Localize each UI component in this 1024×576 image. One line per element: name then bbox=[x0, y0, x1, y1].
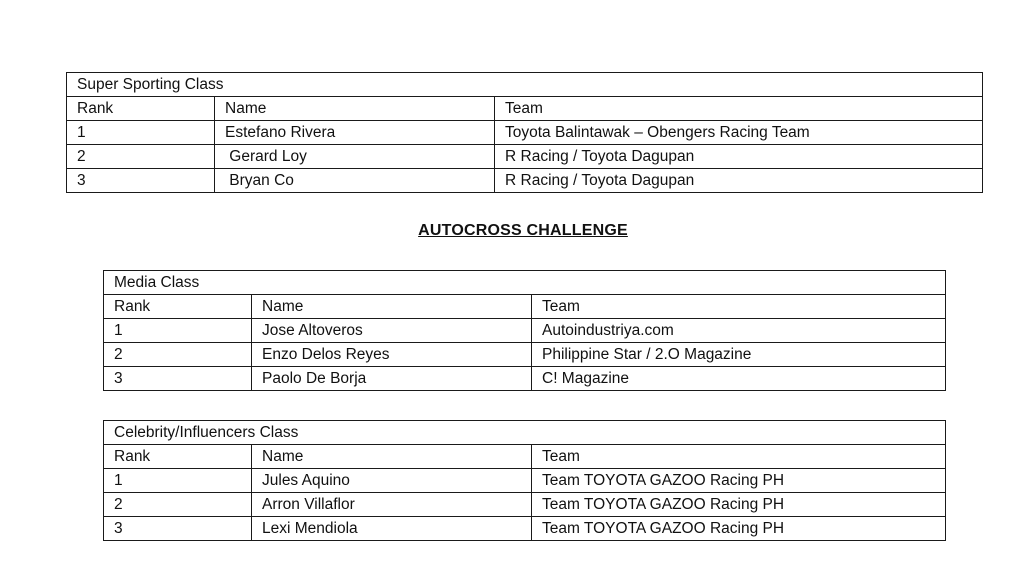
name-cell: Paolo De Borja bbox=[252, 367, 532, 391]
table-header-row bbox=[104, 445, 946, 469]
name-cell: Jules Aquino bbox=[252, 469, 532, 493]
table-title-row bbox=[104, 421, 946, 445]
team-cell: Philippine Star / 2.O Magazine bbox=[532, 343, 946, 367]
column-header-team: Team bbox=[532, 295, 946, 319]
rank-cell: 2 bbox=[67, 145, 215, 169]
team-cell: Team TOYOTA GAZOO Racing PH bbox=[532, 517, 946, 541]
column-header-name: Name bbox=[252, 295, 532, 319]
rank-cell: 3 bbox=[104, 517, 252, 541]
table-row bbox=[104, 343, 946, 367]
team-cell: C! Magazine bbox=[532, 367, 946, 391]
table-title: Media Class bbox=[104, 271, 946, 295]
column-header-name: Name bbox=[215, 97, 495, 121]
table-title-row bbox=[104, 271, 946, 295]
rank-cell: 3 bbox=[104, 367, 252, 391]
team-cell: Toyota Balintawak – Obengers Racing Team bbox=[495, 121, 983, 145]
rank-cell: 2 bbox=[104, 343, 252, 367]
rank-cell: 1 bbox=[104, 469, 252, 493]
table-title-row bbox=[67, 73, 983, 97]
column-header-rank: Rank bbox=[104, 295, 252, 319]
section-heading: AUTOCROSS CHALLENGE bbox=[418, 222, 628, 239]
team-cell: Autoindustriya.com bbox=[532, 319, 946, 343]
table-title: Celebrity/Influencers Class bbox=[104, 421, 946, 445]
rank-cell: 3 bbox=[67, 169, 215, 193]
table-row bbox=[104, 319, 946, 343]
table-title: Super Sporting Class bbox=[67, 73, 983, 97]
table-row bbox=[104, 493, 946, 517]
column-header-team: Team bbox=[532, 445, 946, 469]
table-row bbox=[104, 367, 946, 391]
table-row bbox=[67, 121, 983, 145]
celebrity-influencers-class-table bbox=[103, 420, 946, 541]
column-header-rank: Rank bbox=[104, 445, 252, 469]
table-row bbox=[67, 169, 983, 193]
name-cell: Jose Altoveros bbox=[252, 319, 532, 343]
team-cell: Team TOYOTA GAZOO Racing PH bbox=[532, 469, 946, 493]
media-class-table bbox=[103, 270, 946, 391]
column-header-name: Name bbox=[252, 445, 532, 469]
name-cell: Bryan Co bbox=[215, 169, 495, 193]
name-cell: Enzo Delos Reyes bbox=[252, 343, 532, 367]
team-cell: R Racing / Toyota Dagupan bbox=[495, 169, 983, 193]
rank-cell: 1 bbox=[67, 121, 215, 145]
team-cell: Team TOYOTA GAZOO Racing PH bbox=[532, 493, 946, 517]
team-cell: R Racing / Toyota Dagupan bbox=[495, 145, 983, 169]
column-header-team: Team bbox=[495, 97, 983, 121]
name-cell: Arron Villaflor bbox=[252, 493, 532, 517]
name-cell: Estefano Rivera bbox=[215, 121, 495, 145]
rank-cell: 1 bbox=[104, 319, 252, 343]
table-header-row bbox=[67, 97, 983, 121]
name-cell: Lexi Mendiola bbox=[252, 517, 532, 541]
table-row bbox=[104, 517, 946, 541]
column-header-rank: Rank bbox=[67, 97, 215, 121]
table-row bbox=[67, 145, 983, 169]
super-sporting-class-table bbox=[66, 72, 983, 193]
table-row bbox=[104, 469, 946, 493]
rank-cell: 2 bbox=[104, 493, 252, 517]
table-header-row bbox=[104, 295, 946, 319]
name-cell: Gerard Loy bbox=[215, 145, 495, 169]
